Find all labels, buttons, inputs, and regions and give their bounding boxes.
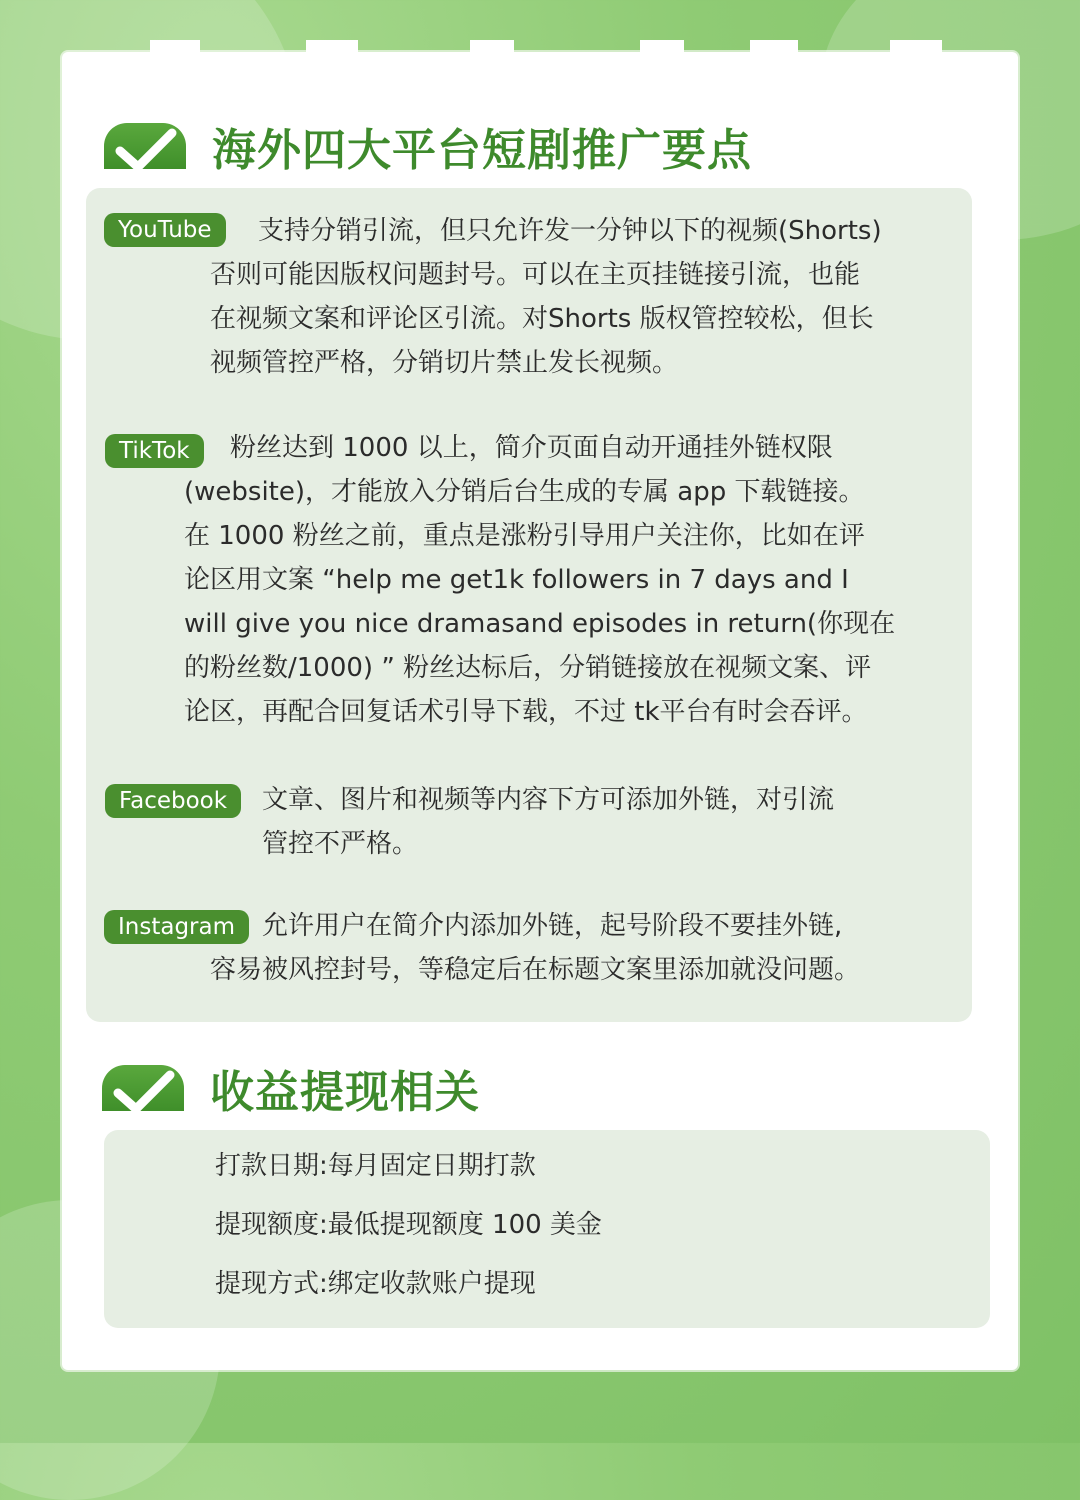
tag-instagram: Instagram <box>104 910 249 944</box>
tiktok-description <box>184 426 895 734</box>
paper-drip <box>470 40 514 110</box>
section2-heading <box>102 1056 480 1120</box>
paragraph-line: 粉丝达到 1000 以上，简介页面自动开通挂外链权限 <box>230 433 833 463</box>
youtube-description <box>210 209 882 385</box>
paragraph-line: 视频管控严格，分销切片禁止发长视频。 <box>210 348 679 378</box>
withdrawal-item-minimum: 提现额度:最低提现额度 100 美金 <box>215 1210 602 1240</box>
paper-drip <box>306 40 358 98</box>
section1-heading <box>104 114 752 178</box>
paragraph-line: will give you nice dramasand episodes in return(你现在 <box>184 609 896 639</box>
paragraph-line: 论区，再配合回复话术引导下载，不过 tk平台有时会吞评。 <box>184 697 868 727</box>
paragraph-line: 支持分销引流，但只允许发一分钟以下的视频(Shorts) <box>258 216 882 246</box>
paragraph-line: 允许用户在简介内添加外链，起号阶段不要挂外链, <box>262 911 843 941</box>
check-icon <box>102 1065 184 1111</box>
paragraph-line: 在视频文案和评论区引流。对Shorts 版权管控较松，但长 <box>210 304 874 334</box>
withdrawal-item-payment-date: 打款日期:每月固定日期打款 <box>215 1151 536 1181</box>
tag-facebook: Facebook <box>105 784 241 818</box>
facebook-description <box>262 778 834 866</box>
paragraph-line: 的粉丝数/1000) ” 粉丝达标后，分销链接放在视频文案、评 <box>184 653 872 683</box>
instagram-description <box>210 904 860 992</box>
paragraph-line: 论区用文案 “help me get1k followers in 7 days and I <box>184 565 849 595</box>
section1-title: 海外四大平台短剧推广要点 <box>212 125 752 176</box>
paragraph-line: (website)，才能放入分销后台生成的专属 app 下载链接。 <box>184 477 865 507</box>
paragraph-line: 容易被风控封号，等稳定后在标题文案里添加就没问题。 <box>210 955 861 985</box>
tag-youtube: YouTube <box>104 213 226 247</box>
paragraph-line: 管控不严格。 <box>262 829 419 859</box>
withdrawal-item-method: 提现方式:绑定收款账户提现 <box>215 1269 536 1299</box>
paragraph-line: 文章、图片和视频等内容下方可添加外链，对引流 <box>262 785 835 815</box>
section2-title: 收益提现相关 <box>210 1067 480 1118</box>
paragraph-line: 在 1000 粉丝之前，重点是涨粉引导用户关注你，比如在评 <box>184 521 865 551</box>
paragraph-line: 否则可能因版权问题封号。可以在主页挂链接引流，也能 <box>210 260 861 290</box>
tag-tiktok: TikTok <box>105 434 204 468</box>
check-icon <box>104 123 186 169</box>
paper-drip <box>892 88 926 122</box>
